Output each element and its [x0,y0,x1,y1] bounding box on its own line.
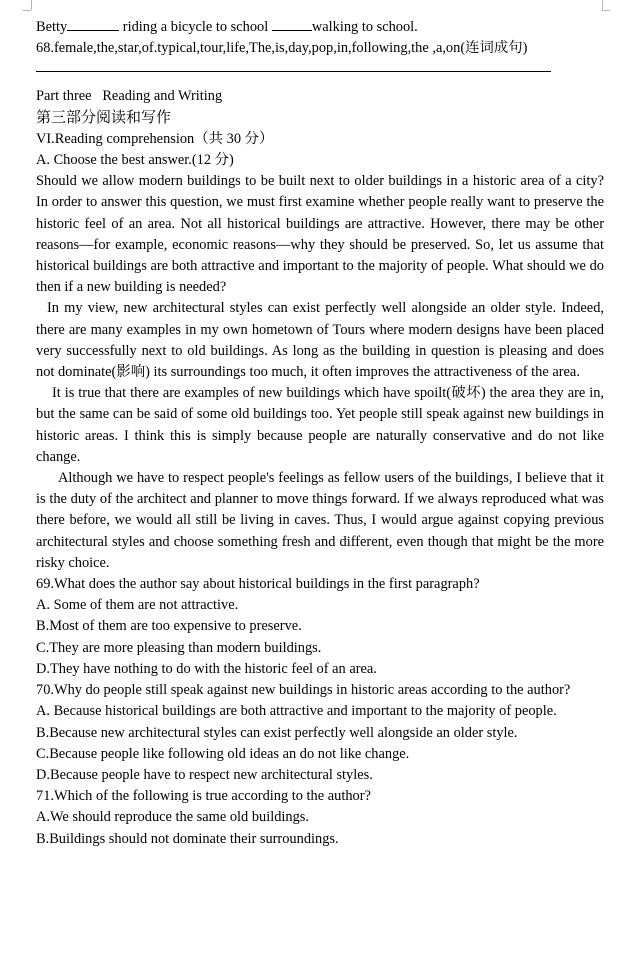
question-68: 68.female,the,star,of.typical,tour,life,The,is,day,pop,in,following,the ,a,on(连词成句) [36,40,528,57]
passage-paragraph: Although we have to respect people's feelings as fellow users of the buildings, I believe that it is the duty of the architect and planner to move things forward. If we always reproduced what was there before, we would all still be living in caves. Thus, I would argue against copying previous architectural styles and choose something fresh and different, even though that might be the more risky choice. [36,470,604,571]
option: D.Because people have to respect new architectural styles. [36,766,373,783]
option: C.They are more pleasing than modern buildings. [36,639,322,656]
option: A. Some of them are not attractive. [36,597,239,614]
option: B.Most of them are too expensive to preserve. [36,618,302,635]
q67-text-pre: Betty [36,19,68,35]
option: B.Because new architectural styles can exist perfectly well alongside an older style. [36,724,518,741]
answer-blank-2[interactable] [272,16,312,31]
page-corner-mark-left-h [23,10,31,11]
passage-paragraph: It is true that there are examples of new buildings which have spoilt(破坏) the area they are in, but the same can be said of some old buildings too. Yet people still speak against new buildings in historic areas. I think this is simply because people are naturally conservative and do not like change. [36,385,604,465]
option: A.We should reproduce the same old buildings. [36,809,310,826]
subsection-heading: A. Choose the best answer.(12 分) [36,152,234,169]
q67-text-post: walking to school. [311,19,418,35]
page-corner-mark-right [602,0,603,10]
section-heading: VI.Reading comprehension（共 30 分） [36,130,274,147]
page-corner-mark-right-h [602,10,610,11]
passage-paragraph: Should we allow modern buildings to be built next to older buildings in a historic area of a city? In order to answer this question, we must first examine whether people really want to preserve the historic feel of an area. Not all historical buildings are attractive. However, there may be other reasons—for example, economic reasons—why they should be preserved. So, let us assume that historical buildings are both attractive and important to the majority of people. What should we do then if a new building is needed? [36,173,604,296]
question-70-stem: 70.Why do people still speak against new buildings in historic areas according to the author? [36,682,571,699]
option: B.Buildings should not dominate their surroundings. [36,830,339,847]
question-69-stem: 69.What does the author say about historical buildings in the first paragraph? [36,576,480,593]
option: D.They have nothing to do with the historic feel of an area. [36,660,377,677]
question-71-stem: 71.Which of the following is true according to the author? [36,788,371,805]
document-page [36,16,604,850]
page-corner-mark-left [31,0,32,10]
part-title-chinese: 第三部分阅读和写作 [36,109,172,126]
passage-paragraph: In my view, new architectural styles can exist perfectly well alongside an older style. Indeed, there are many examples in my own hometown of Tours where modern designs have been placed very successfully next to old buildings. As long as the building in question is pleasing and does not dominate(影响) its surroundings too much, it often improves the attractiveness of the area. [36,300,604,381]
part-title: Part three Reading and Writing [36,88,223,105]
answer-blank-1[interactable] [67,16,119,31]
option: A. Because historical buildings are both attractive and important to the majority of people. [36,703,557,720]
answer-line[interactable] [36,59,551,72]
question-67-line [36,16,604,38]
option: C.Because people like following old ideas an do not like change. [36,745,410,762]
q67-text-mid: riding a bicycle to school [119,19,272,35]
